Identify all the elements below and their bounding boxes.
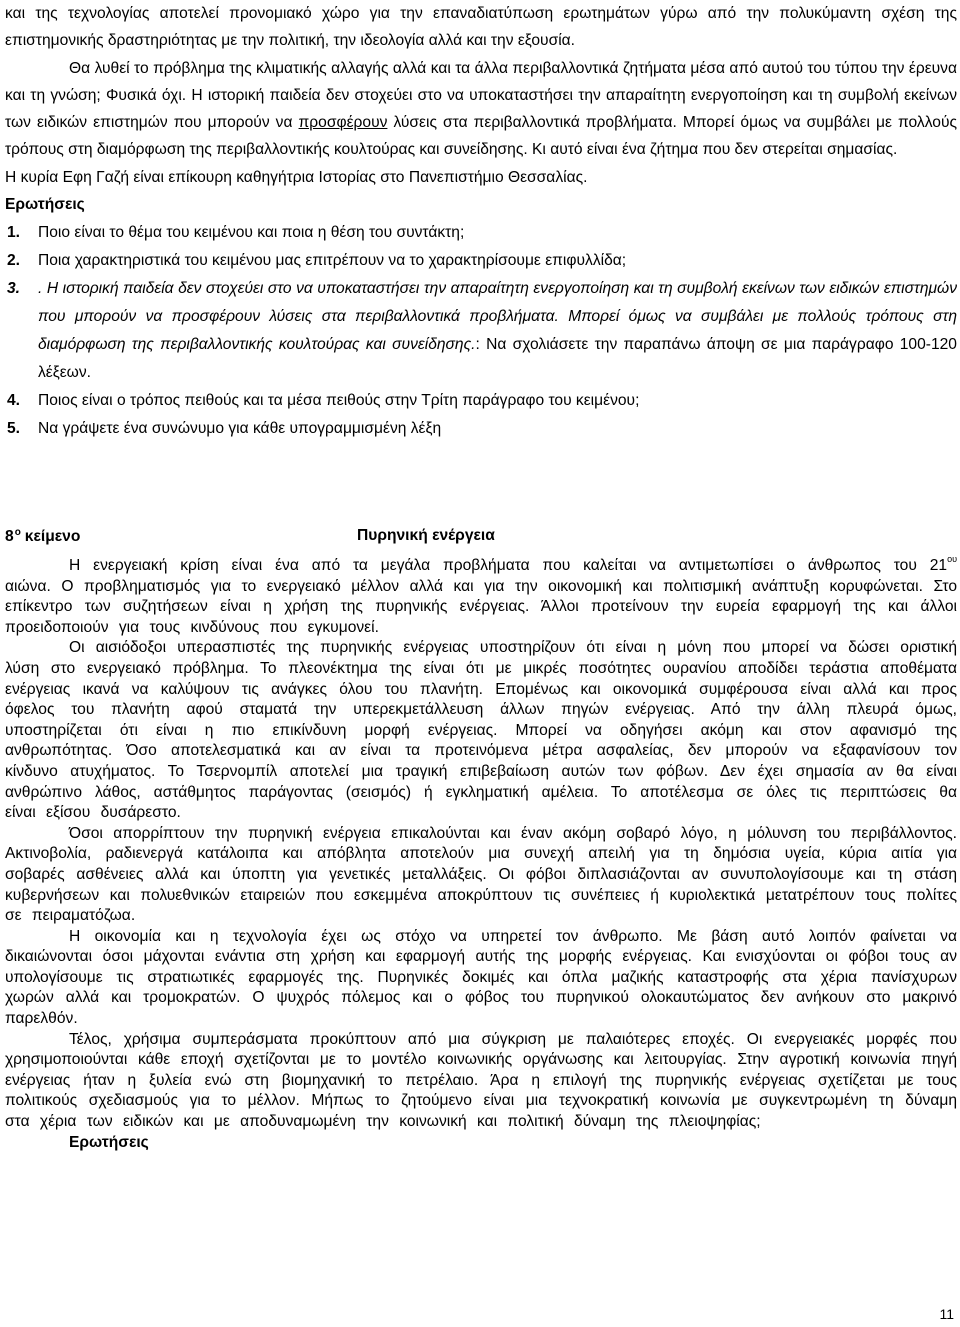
superscript: ου <box>947 554 957 564</box>
paragraph: Τέλος, χρήσιμα συμπεράσματα προκύπτουν από μια σύγκριση με παλαιότερες εποχές. Οι ενεργειακές μορφές που χρησιμοποιούνται κάθε εποχή σχετίζονται με το μοντέλο κοινωνικής οργάνωσης και λειτουργίας. Στην αγροτική κοινωνία πηγή ενέργειας ήταν η ξυλεία ενώ στη βιομηχανική το πετρέλαιο. Άρα η επιλογή της πυρηνικής ενέργειας σχετίζεται με τους πολιτικούς σχεδιασμούς για το μέλλον. Μήπως το ζητούμενο είναι μια τεχνοκρατική κοινωνία με συγκεντρωμένη τη δύναμη στα χέρια των ειδικών και με αποδυναμωμένη την κοινωνική και πολιτική δύναμη της πλειοψηφίας; <box>5 1030 957 1131</box>
section-word: κείμενο <box>24 528 81 545</box>
text-number-label <box>5 527 80 546</box>
questions-list <box>5 219 957 443</box>
question-instruction: : Να σχολιάσετε την παραπάνω άποψη σε μια παράγραφο 100-120 λέξεων. <box>38 336 957 382</box>
author-note: Η κυρία Εφη Γαζή είναι επίκουρη καθηγήτρια Ιστορίας στο Πανεπιστήμιο Θεσσαλίας. <box>5 168 588 186</box>
question-item <box>5 219 957 247</box>
paragraph <box>5 55 957 164</box>
question-number: 2. <box>7 252 21 270</box>
paragraph: Οι αισιόδοξοι υπερασπιστές της πυρηνικής ενέργειας υποστηρίζουν ότι είναι η μόνη που μπορεί να δώσει οριστική λύση στο ενεργειακό πρόβλημα. Το πλεονέκτημα της είναι ότι με μικρές ποσότητες ουρανίου αποδίδει τεράστια αποθέματα ενέργειας ικανά να καλύψουν τις ανάγκες όλου του πλανήτη. Επομένως και οικονομικά συμφέρουσα είναι αλλά και προς όφελος του πλανήτη αφού σταματά την υπερεκμετάλλευση άλλων πηγών ενέργειας. Από την άλλη πλευρά όμως, υποστηρίζεται ότι είναι η πιο επικίνδυνη μορφή ενέργειας. Μπορεί να οδηγήσει ακόμη και στον αφανισμό της ανθρωπότητας. Όσο αποτελεσματικά και αν είναι τα προτεινόμενα μέτρα ασφαλείας, δεν μπορούν να εξαφανίσουν τον κίνδυνο ατυχήματος. Το Τσερνομπίλ αποτελεί μια τραγική επιβεβαίωση αυτών των φόβων. Δεν έχει σημασία αν θα είναι ανθρώπινο λάθος, αστάθμητος παράγοντας (σεισμός) ή εγκληματική αμέλεια. Το αποτέλεσμα σε όλες τις περιπτώσεις θα είναι εξίσου δυσάρεστο. <box>5 639 957 822</box>
question-text: Ποιος είναι ο τρόπος πειθούς και τα μέσα πειθούς στην Τρίτη παράγραφο του κειμένου; <box>38 392 640 410</box>
questions-heading: Ερωτήσεις <box>5 196 85 214</box>
question-item <box>5 275 957 387</box>
paragraph-text: Η ενεργειακή κρίση είναι ένα από τα μεγάλα προβλήματα που καλείται να αντιμετωπίσει ο άνθρωπος του 21 <box>69 557 948 574</box>
question-number: 3. <box>7 280 21 298</box>
question-item <box>5 387 957 415</box>
paragraph: και της τεχνολογίας αποτελεί προνομιακό χώρο για την επαναδιατύπωση ερωτημάτων γύρω από την πολυκύμαντη σχέση της επιστημονικής δραστηριότητας με την πολιτική, την ιδεολογία αλλά και την εξουσία. <box>5 5 957 50</box>
underlined-word: προσφέρουν <box>298 114 388 132</box>
question-text: Να γράψετε ένα συνώνυμο για κάθε υπογραμμισμένη λέξη <box>38 420 442 438</box>
section-number-superscript: ο <box>14 527 21 538</box>
question-text <box>38 275 957 387</box>
question-number: 4. <box>7 392 21 410</box>
question-text: Ποια χαρακτηριστικά του κειμένου μας επιτρέπουν να το χαρακτηρίσουμε επιφυλλίδα; <box>38 252 627 270</box>
paragraph-text: λύσεις στα περιβαλλοντικά προβλήματα. Μπορεί όμως να συμβάλει με πολλούς τρόπους στη διαμόρφωση της περιβαλλοντικής κουλτούρας και συνείδησης. Κι αυτό είναι ένα ζήτημα που δεν στερείται σημασίας. <box>5 114 957 159</box>
previous-text-continuation <box>5 0 957 443</box>
section-heading <box>5 523 955 547</box>
question-item <box>5 415 957 443</box>
paragraph: Η οικονομία και η τεχνολογία έχει ως στόχο να υπηρετεί τον άνθρωπο. Με βάση αυτό λοιπόν φαίνεται να δικαιώνονται όσοι μάχονται ενάντια στη χρήση και εφαρμογή αυτής της μορφής ενέργειας. Και ενισχύονται οι φόβοι τους αν υπολογίσουμε τις στρατιωτικές εφαρμογές της. Πυρηνικές δοκιμές και όπλα μαζικής καταστροφής στα χέρια πανίσχυρων χωρών αλλά και τρομοκρατών. Ο ψυχρός πόλεμος και ο φόβος του πυρηνικού ολοκαυτώματος δεν ανήκουν στο μακρινό παρελθόν. <box>5 927 957 1028</box>
paragraph-text: Θα λυθεί το πρόβλημα της κλιματικής αλλαγής αλλά και τα άλλα περιβαλλοντικά ζητήματα μέσα από αυτού του τύπου την έρευνα και τη γνώση; Φυσικά όχι. Η ιστορική παιδεία δεν στοχεύει στο να υποκαταστήσει την απαραίτητη ενεργοποίηση και τη συμβολή εκείνων των ειδικών επιστημών που μπορούν να <box>5 59 957 132</box>
paragraph <box>5 549 957 638</box>
question-number: 5. <box>7 420 21 438</box>
article-body <box>5 549 957 1153</box>
question-number: 1. <box>7 224 21 242</box>
section-number: 8 <box>5 528 14 545</box>
page-number: 11 <box>939 1306 954 1322</box>
question-text: Ποιο είναι το θέμα του κειμένου και ποια η θέση του συντάκτη; <box>38 224 465 242</box>
questions-heading: Ερωτήσεις <box>69 1133 149 1151</box>
article-title: Πυρηνική ενέργεια <box>357 527 495 544</box>
question-item <box>5 247 957 275</box>
paragraph: Όσοι απορρίπτουν την πυρηνική ενέργεια επικαλούνται και έναν ακόμη σοβαρό λόγο, η μόλυνση του περιβάλλοντος. Ακτινοβολία, ραδιενεργά κατάλοιπα και απόβλητα αποτελούν μια συνεχή απειλή για τη δημόσια υγεία, κύρια αιτία για σοβαρές ασθένειες αλλά και ύποπτη για γενετικές μεταλλάξεις. Οι φόβοι διπλασιάζονται αν συνυπολογίσουμε και τη στάση κυβερνήσεων και πολυεθνικών εταιρειών που εσκεμμένα αποκρύπτουν τις συνέπειες ή κυριολεκτικά μετατρέπουν τους πολίτες σε πειραματόζωα. <box>5 824 957 925</box>
paragraph-text: αιώνα. Ο προβληματισμός για το ενεργειακό μέλλον αλλά και για την οικονομική και πολιτισμική ανάπτυξη κορυφώνεται. Στο επίκεντρο των συζητήσεων είναι η χρήση της πυρηνικής ενέργειας. Άλλοι προτείνουν την ευρεία εφαρμογή της και άλλοι προειδοποιούν για τους κινδύνους που εγκυμονεί. <box>5 577 957 636</box>
quoted-passage: . Η ιστορική παιδεία δεν στοχεύει στο να υποκαταστήσει την απαραίτητη ενεργοποίηση και τη συμβολή εκείνων των ειδικών επιστημών που μπορούν να προσφέρουν λύσεις στα περιβαλλοντικά προβλήματα. Μπορεί όμως να συμβάλει με πολλούς τρόπους στη διαμόρφωση της περιβαλλοντικής κουλτούρας και συνείδησης. <box>38 280 957 354</box>
